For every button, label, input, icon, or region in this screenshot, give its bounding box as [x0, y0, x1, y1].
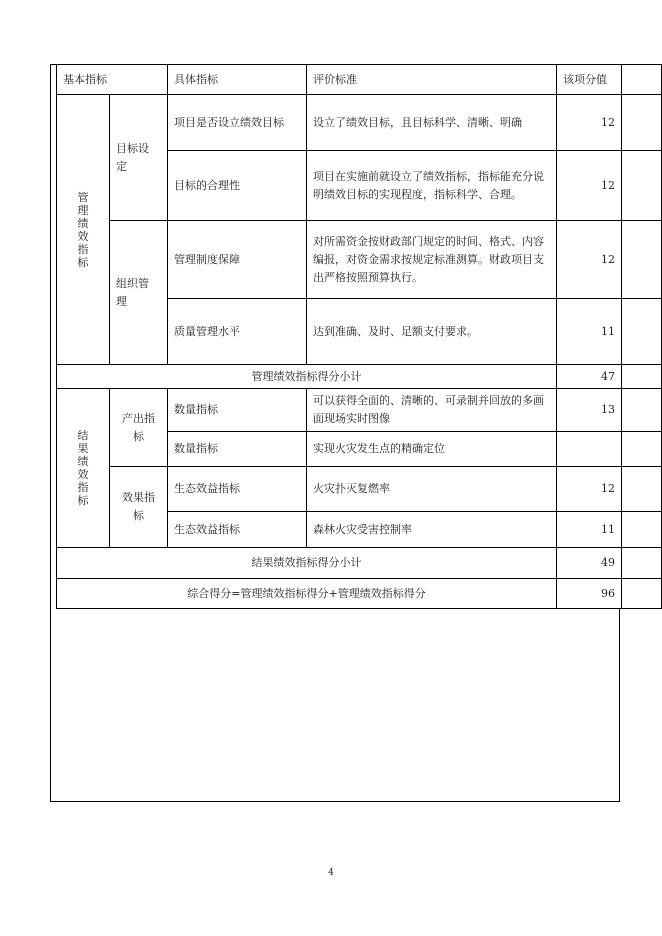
header-criteria: 评价标准 — [306, 64, 557, 95]
management-row-3-indicator: 管理制度保障 — [167, 220, 307, 299]
header-basic-indicator: 基本指标 — [56, 64, 168, 95]
output-subcategory: 产出指标 — [109, 388, 168, 467]
results-row-3-score: 12 — [556, 466, 622, 512]
org-management-subcategory: 组织管理 — [109, 220, 168, 365]
results-subtotal-score: 49 — [556, 547, 622, 579]
results-row-1-score: 13 — [556, 388, 622, 432]
results-row-2-score — [556, 431, 622, 467]
results-row-4-score: 11 — [556, 511, 622, 548]
results-row-2-indicator: 数量指标 — [167, 431, 307, 467]
extra-column-cell — [621, 547, 662, 579]
management-row-2-criteria: 项目在实施前就设立了绩效指标，指标能充分说明绩效目标的实现程度，指标科学、合理。 — [306, 150, 557, 221]
results-row-4-indicator: 生态效益指标 — [167, 511, 307, 548]
results-row-4-criteria: 森林火灾受害控制率 — [306, 511, 557, 548]
results-subtotal-label: 结果绩效指标得分小计 — [56, 547, 557, 579]
extra-column-cell — [621, 578, 662, 609]
extra-column-cell — [621, 466, 662, 512]
total-score-label: 综合得分=管理绩效指标得分+管理绩效指标得分 — [56, 578, 557, 609]
extra-column-cell — [621, 364, 662, 389]
extra-column-cell — [621, 388, 662, 432]
extra-column-cell — [621, 94, 662, 151]
header-score: 该项分值 — [556, 64, 622, 95]
management-category: 管理绩效指标 — [56, 94, 110, 365]
extra-column-cell — [621, 150, 662, 221]
results-row-3-criteria: 火灾扑灭复燃率 — [306, 466, 557, 512]
results-row-1-indicator: 数量指标 — [167, 388, 307, 432]
results-row-3-indicator: 生态效益指标 — [167, 466, 307, 512]
extra-column-cell — [621, 64, 662, 95]
results-category: 结果绩效指标 — [56, 388, 110, 548]
effect-subcategory: 效果指标 — [109, 466, 168, 548]
goal-setting-subcategory: 目标设定 — [109, 94, 168, 221]
management-row-3-criteria: 对所需资金按财政部门规定的时间、格式、内容编报，对资金需求按规定标准测算。财政项目支出严格按照预算执行。 — [306, 220, 557, 299]
total-score: 96 — [556, 578, 622, 609]
results-row-1-criteria: 可以获得全面的、清晰的、可录制并回放的多画面现场实时图像 — [306, 388, 557, 432]
page-number: 4 — [328, 868, 334, 878]
extra-column-cell — [621, 511, 662, 548]
management-row-2-score: 12 — [556, 150, 622, 221]
management-row-4-criteria: 达到准确、及时、足额支付要求。 — [306, 298, 557, 365]
management-subtotal-score: 47 — [556, 364, 622, 389]
management-subtotal-label: 管理绩效指标得分小计 — [56, 364, 557, 389]
extra-column-cell — [621, 298, 662, 365]
management-row-4-indicator: 质量管理水平 — [167, 298, 307, 365]
management-row-4-score: 11 — [556, 298, 622, 365]
management-row-1-indicator: 项目是否设立绩效目标 — [167, 94, 307, 151]
management-row-1-score: 12 — [556, 94, 622, 151]
results-row-2-criteria: 实现火灾发生点的精确定位 — [306, 431, 557, 467]
management-row-3-score: 12 — [556, 220, 622, 299]
management-row-2-indicator: 目标的合理性 — [167, 150, 307, 221]
extra-column-cell — [621, 220, 662, 299]
management-row-1-criteria: 设立了绩效目标，且目标科学、清晰、明确 — [306, 94, 557, 151]
header-specific-indicator: 具体指标 — [167, 64, 307, 95]
extra-column-cell — [621, 431, 662, 467]
